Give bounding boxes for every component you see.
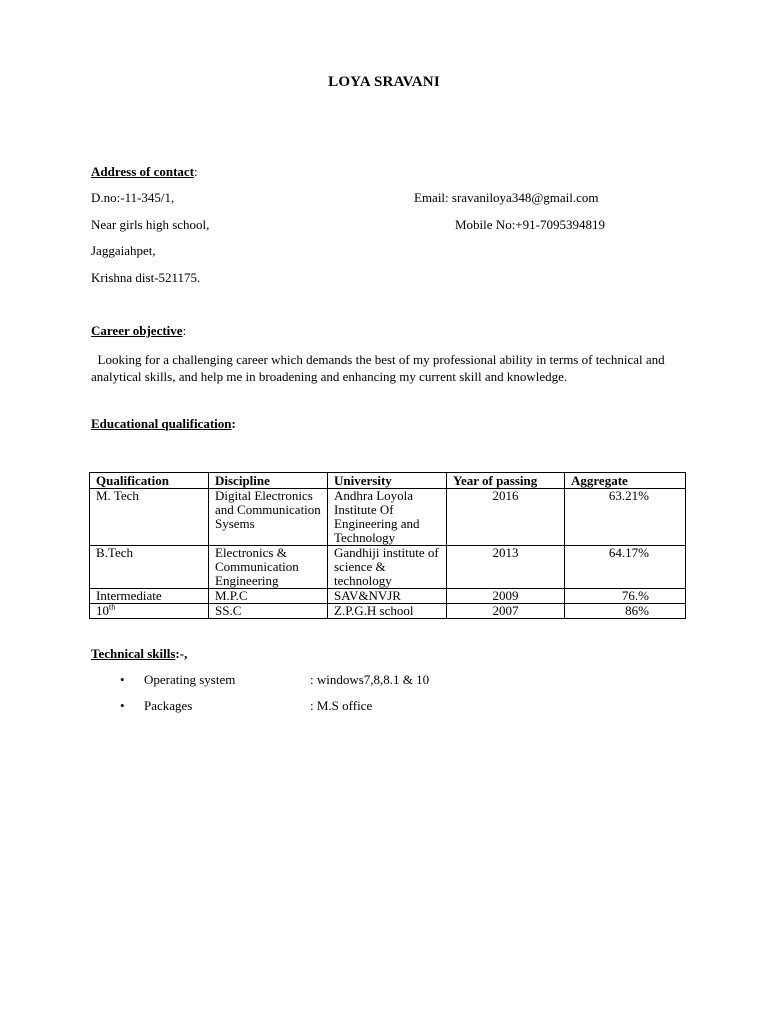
discipline-cell: Electronics & Communication Engineering <box>209 546 328 589</box>
discipline-cell: M.P.C <box>209 589 328 604</box>
address-line-2: Near girls high school, <box>91 217 210 232</box>
skill-label: Operating system <box>144 672 236 687</box>
skills-heading-text: Technical skills <box>91 646 176 661</box>
address-heading <box>91 165 198 179</box>
skills-heading-punct: :-, <box>175 646 188 661</box>
skill-label: Packages <box>144 698 193 713</box>
skill-value: : M.S office <box>310 698 373 713</box>
candidate-name: LOYA SRAVANI <box>328 74 440 90</box>
column-header: Qualification <box>90 473 209 489</box>
qualification-superscript: th <box>109 602 116 612</box>
university-cell: Z.P.G.H school <box>328 604 447 619</box>
skills-heading <box>91 647 187 661</box>
career-objective-text: Looking for a challenging career which demands the best of my professional ability in terms of technical and analytical skills, and help me in broadening and enhancing my current skill and knowledge. <box>91 352 668 384</box>
qualification-cell <box>90 604 209 619</box>
table-header-row <box>90 473 686 489</box>
column-header: Year of passing <box>447 473 565 489</box>
education-heading <box>91 417 236 431</box>
column-header: Discipline <box>209 473 328 489</box>
education-heading-text: Educational qualification <box>91 416 232 431</box>
discipline-cell: Digital Electronics and Communication Sysems <box>209 489 328 546</box>
address-line-1: D.no:-11-345/1, <box>91 190 175 205</box>
address-line-3: Jaggaiahpet, <box>91 243 156 258</box>
education-heading-punct: : <box>231 416 236 431</box>
email-text: Email: sravaniloya348@gmail.com <box>414 190 599 205</box>
career-heading-text: Career objective <box>91 323 183 338</box>
address-line-4: Krishna dist-521175. <box>91 270 201 285</box>
aggregate-cell: 63.21% <box>565 489 686 546</box>
university-cell: SAV&NVJR <box>328 589 447 604</box>
qualification-cell: M. Tech <box>90 489 209 546</box>
qualification-value: 10 <box>96 603 109 618</box>
table-row <box>90 546 686 589</box>
bullet-icon: • <box>120 672 125 687</box>
career-heading-punct: : <box>182 323 187 338</box>
column-header: University <box>328 473 447 489</box>
university-cell: Andhra Loyola Institute Of Engineering and Technology <box>328 489 447 546</box>
table-row <box>90 489 686 546</box>
skill-value: : windows7,8,8.1 & 10 <box>310 672 430 687</box>
address-heading-text: Address of contact <box>91 164 195 179</box>
year-cell: 2016 <box>447 489 565 546</box>
career-heading <box>91 324 186 338</box>
aggregate-cell: 86% <box>565 604 686 619</box>
qualification-cell: B.Tech <box>90 546 209 589</box>
university-cell: Gandhiji institute of science & technology <box>328 546 447 589</box>
year-cell: 2007 <box>447 604 565 619</box>
discipline-cell: SS.C <box>209 604 328 619</box>
table-row <box>90 604 686 619</box>
qualification-cell: Intermediate <box>90 589 209 604</box>
table-row <box>90 589 686 604</box>
year-cell: 2009 <box>447 589 565 604</box>
bullet-icon: • <box>120 698 125 713</box>
education-table <box>89 472 686 619</box>
column-header: Aggregate <box>565 473 686 489</box>
address-heading-punct: : <box>194 164 198 179</box>
aggregate-cell: 64.17% <box>565 546 686 589</box>
mobile-text: Mobile No:+91-7095394819 <box>455 217 605 232</box>
aggregate-cell: 76.% <box>565 589 686 604</box>
year-cell: 2013 <box>447 546 565 589</box>
